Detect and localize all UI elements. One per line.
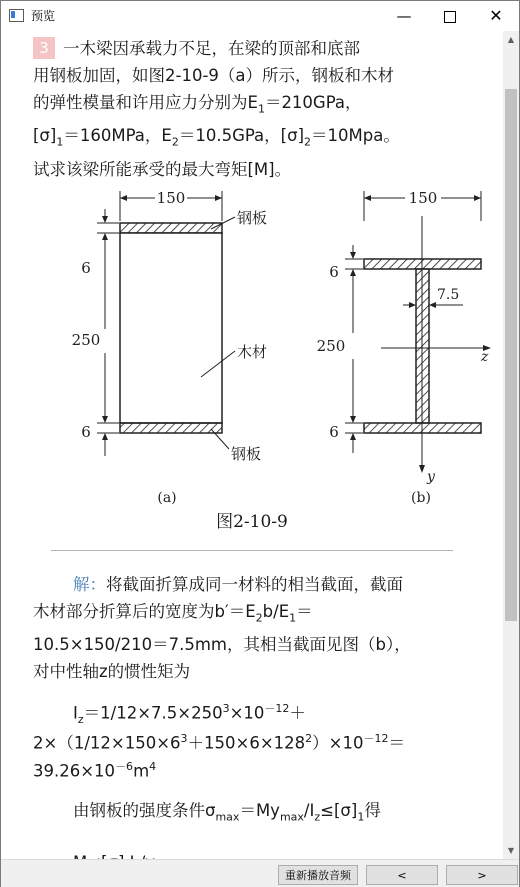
section-b-diagram	[317, 189, 491, 506]
b-web-thickness-label: 7.5	[437, 287, 460, 303]
problem-line-3: 的弹性模量和许用应力分别为$E_1=210GPa$，	[33, 93, 362, 116]
replay-audio-button[interactable]: 重新播放音频	[278, 865, 358, 885]
problem-line-4: $[\sigma]_1=160MPa$，$E_2=10.5GPa$，$[\sigma]_2=10Mpa$。	[33, 126, 400, 149]
figure-2-10-9	[1, 181, 503, 506]
solution-line-1: 解：将截面折算成同一材料的相当截面，截面	[73, 575, 403, 594]
a-width-label: 150	[156, 189, 186, 207]
b-width-label: 150	[408, 189, 438, 207]
scroll-down-arrow-icon[interactable]: ▼	[507, 846, 515, 855]
b-sublabel: (b)	[411, 490, 431, 506]
figure-caption: 图2-10-9	[216, 512, 288, 532]
a-label-wood: 木材	[237, 343, 268, 361]
section-a-diagram	[72, 189, 267, 506]
a-height-label: 250	[71, 331, 101, 349]
solution-line-3: 10.5×150/210＝7.5mm，其相当截面见图（b），	[33, 635, 411, 655]
vertical-scrollbar[interactable]	[503, 31, 519, 859]
problem-line-5: 试求该梁所能承受的最大弯矩[M]。	[33, 159, 292, 179]
condition-line: 由钢板的强度条件$\sigma_{max}=My_{max}/I_z\le[\sigma]_1$得	[73, 801, 381, 824]
bottom-toolbar	[1, 859, 519, 887]
formula-line-1: $I_z=1/12\times 7.5\times 250^3\times 10^{-12}+$	[73, 702, 306, 726]
a-bottom-steel-plate	[120, 423, 222, 433]
problem-line-1: 3 一木梁因承载力不足，在梁的顶部和底部	[33, 35, 478, 62]
maximize-button[interactable]	[427, 1, 473, 31]
scroll-up-arrow-icon[interactable]: ▲	[507, 35, 515, 44]
a-bottom-thickness-label: 6	[81, 423, 91, 441]
b-top-thickness-label: 6	[329, 263, 339, 281]
a-label-top-steel: 钢板	[237, 209, 268, 227]
problem-number-badge: 3	[33, 37, 55, 59]
b-bottom-thickness-label: 6	[329, 423, 339, 441]
content-area	[1, 31, 503, 859]
a-label-bottom-steel: 钢板	[231, 445, 262, 463]
title-bar	[1, 1, 519, 31]
a-top-steel-plate	[120, 223, 222, 233]
solution-line-4: 对中性轴z的惯性矩为	[33, 662, 191, 682]
solution-line-2: 木材部分折算后的宽度为$b'=E_2b/E_1=$	[33, 602, 313, 625]
problem-text	[33, 35, 478, 183]
app-window-icon	[9, 9, 24, 22]
a-sublabel: (a)	[157, 490, 177, 506]
minimize-button[interactable]: —	[396, 7, 412, 25]
section-divider	[51, 550, 453, 551]
previous-button[interactable]: <	[366, 865, 438, 885]
window-title: 预览	[31, 9, 56, 23]
close-button[interactable]: ✕	[489, 6, 503, 25]
b-height-label: 250	[316, 337, 346, 355]
maximize-icon	[444, 11, 456, 23]
next-button[interactable]: >	[446, 865, 518, 885]
a-top-thickness-label: 6	[81, 259, 91, 277]
solution-text	[33, 571, 478, 685]
formula-line-3: $39.26\times 10^{-6}m^4$	[33, 760, 157, 781]
b-z-axis-label: z	[481, 349, 489, 365]
b-y-axis-label: y	[427, 469, 435, 485]
solution-label: 解：	[73, 575, 106, 594]
formula-line-2: $2\times(1/12\times 150\times 6^3+150\times 6\times 128^2)\times 10^{-12}=$	[33, 732, 405, 753]
problem-line-2: 用钢板加固，如图2-10-9（a）所示，钢板和木材	[33, 66, 395, 85]
scrollbar-thumb[interactable]	[505, 89, 517, 621]
a-wood-core	[120, 233, 222, 423]
